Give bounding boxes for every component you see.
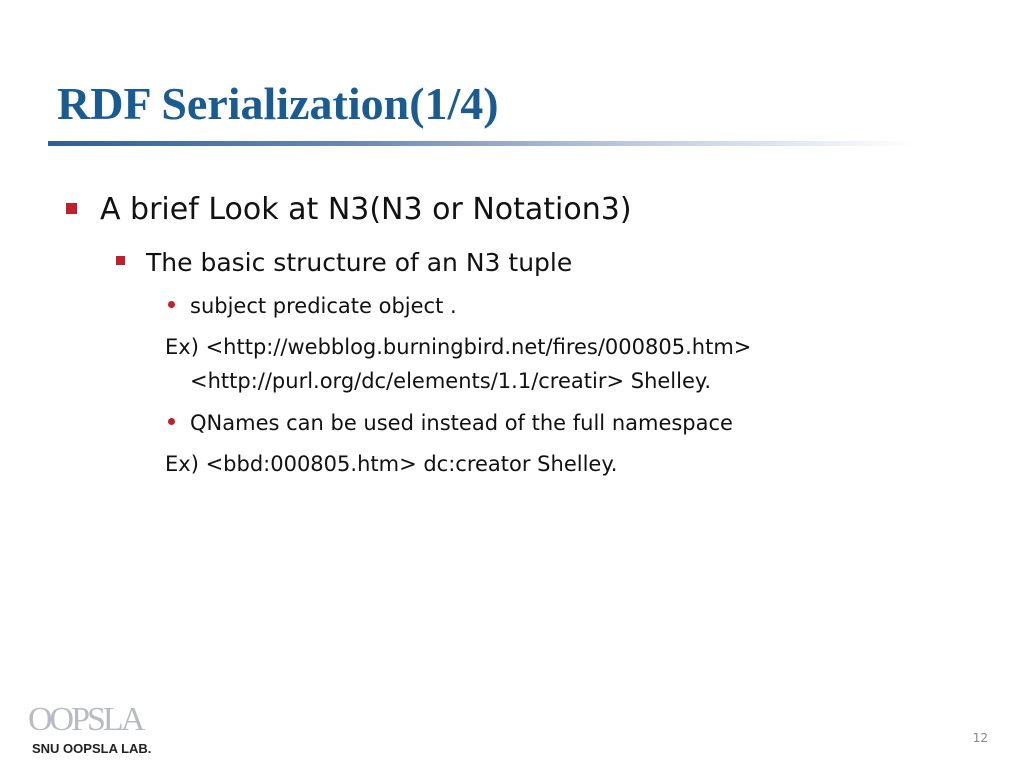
bullet-level-3: subject predicate object . [190, 294, 457, 318]
example-line: Ex) <bbd:000805.htm> dc:creator Shelley. [165, 452, 618, 476]
slide-title: RDF Serialization(1/4) [57, 78, 499, 129]
square-bullet-icon [116, 256, 125, 265]
bullet-level-2: The basic structure of an N3 tuple [146, 248, 573, 277]
square-bullet-icon [66, 203, 77, 214]
example-line-continued: <http://purl.org/dc/elements/1.1/creatir> Shelley. [190, 369, 712, 393]
oopsla-logo [28, 700, 152, 760]
title-underline [48, 141, 918, 146]
example-line: Ex) <http://webblog.burningbird.net/fires/000805.htm> [165, 335, 752, 359]
bullet-level-3: QNames can be used instead of the full namespace [190, 411, 733, 435]
bullet-level-1: A brief Look at N3(N3 or Notation3) [100, 192, 632, 227]
dot-bullet-icon [168, 418, 175, 425]
logo-mark: OOPSLA [28, 701, 143, 738]
dot-bullet-icon [168, 301, 175, 308]
logo-caption: SNU OOPSLA LAB. [32, 741, 152, 756]
page-number: 12 [972, 731, 988, 745]
